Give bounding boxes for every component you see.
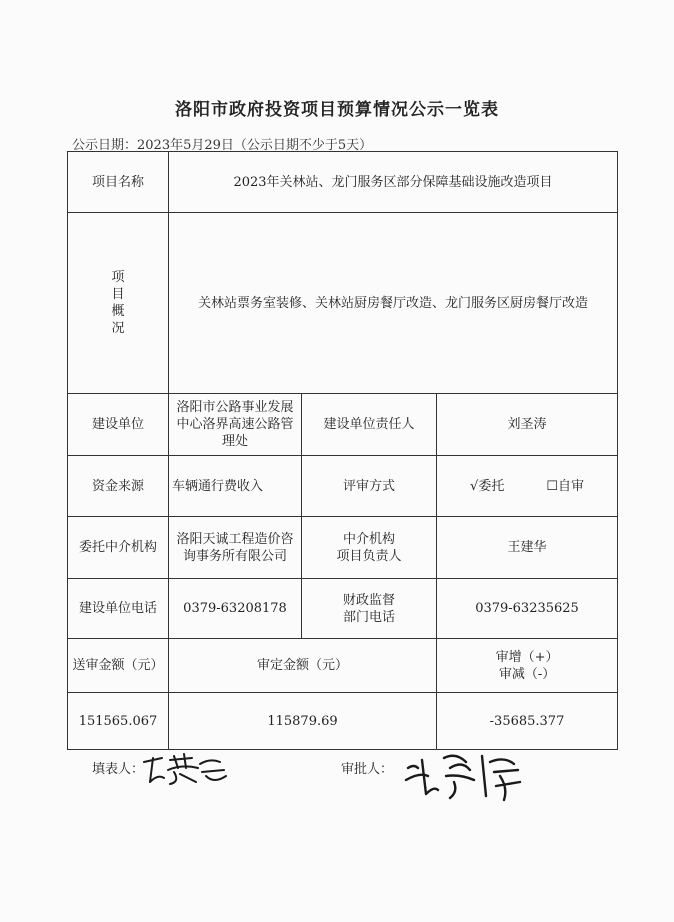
row-agency <box>68 517 618 579</box>
funding-source-label: 资金来源 <box>68 456 169 517</box>
option-entrust: √委托 <box>470 478 505 494</box>
unit-phone-value: 0379-63208178 <box>169 579 302 639</box>
responsible-person-value: 刘圣涛 <box>437 394 618 456</box>
row-amount-values <box>68 693 618 750</box>
unit-phone-label: 建设单位电话 <box>68 579 169 639</box>
difference-label: 审增（+） 审减（-） <box>437 639 618 693</box>
overview-value: 关林站票务室装修、关林站厨房餐厅改造、龙门服务区厨房餐厅改造 <box>169 213 618 394</box>
row-overview <box>68 213 618 394</box>
review-method-options <box>437 456 618 517</box>
construction-unit-label: 建设单位 <box>68 394 169 456</box>
review-method-label: 评审方式 <box>302 456 437 517</box>
approver-label: 审批人： <box>341 762 394 777</box>
row-phones <box>68 579 618 639</box>
filler-signature <box>140 748 230 788</box>
submitted-amount-label: 送审金额（元） <box>68 639 169 693</box>
row-construction-unit <box>68 394 618 456</box>
submitted-amount-value: 151565.067 <box>68 693 169 750</box>
funding-source-value: 车辆通行费收入 <box>169 456 302 517</box>
agency-person-label: 中介机构 项目负责人 <box>302 517 437 579</box>
overview-label: 项 目 概 况 <box>68 213 169 394</box>
approved-amount-value: 115879.69 <box>169 693 437 750</box>
difference-value: -35685.377 <box>437 693 618 750</box>
row-amount-headers <box>68 639 618 693</box>
option-self-review: ☐自审 <box>546 478 584 494</box>
finance-phone-value: 0379-63235625 <box>437 579 618 639</box>
finance-phone-label: 财政监督 部门电话 <box>302 579 437 639</box>
announcement-date: 公示日期：2023年5月29日（公示日期不少于5天） <box>72 138 373 153</box>
construction-unit-value: 洛阳市公路事业发展中心洛界高速公路管理处 <box>169 394 302 456</box>
page-title: 洛阳市政府投资项目预算情况公示一览表 <box>175 100 499 120</box>
row-project-name <box>68 152 618 213</box>
filler-label: 填表人： <box>92 762 145 777</box>
row-funding <box>68 456 618 517</box>
agency-person-value: 王建华 <box>437 517 618 579</box>
budget-table <box>67 151 618 750</box>
approved-amount-label: 审定金额（元） <box>169 639 437 693</box>
agency-label: 委托中介机构 <box>68 517 169 579</box>
project-name-value: 2023年关林站、龙门服务区部分保障基础设施改造项目 <box>169 152 618 213</box>
approver-signature <box>400 746 530 804</box>
agency-value: 洛阳天诚工程造价咨询事务所有限公司 <box>169 517 302 579</box>
responsible-person-label: 建设单位责任人 <box>302 394 437 456</box>
project-name-label: 项目名称 <box>68 152 169 213</box>
